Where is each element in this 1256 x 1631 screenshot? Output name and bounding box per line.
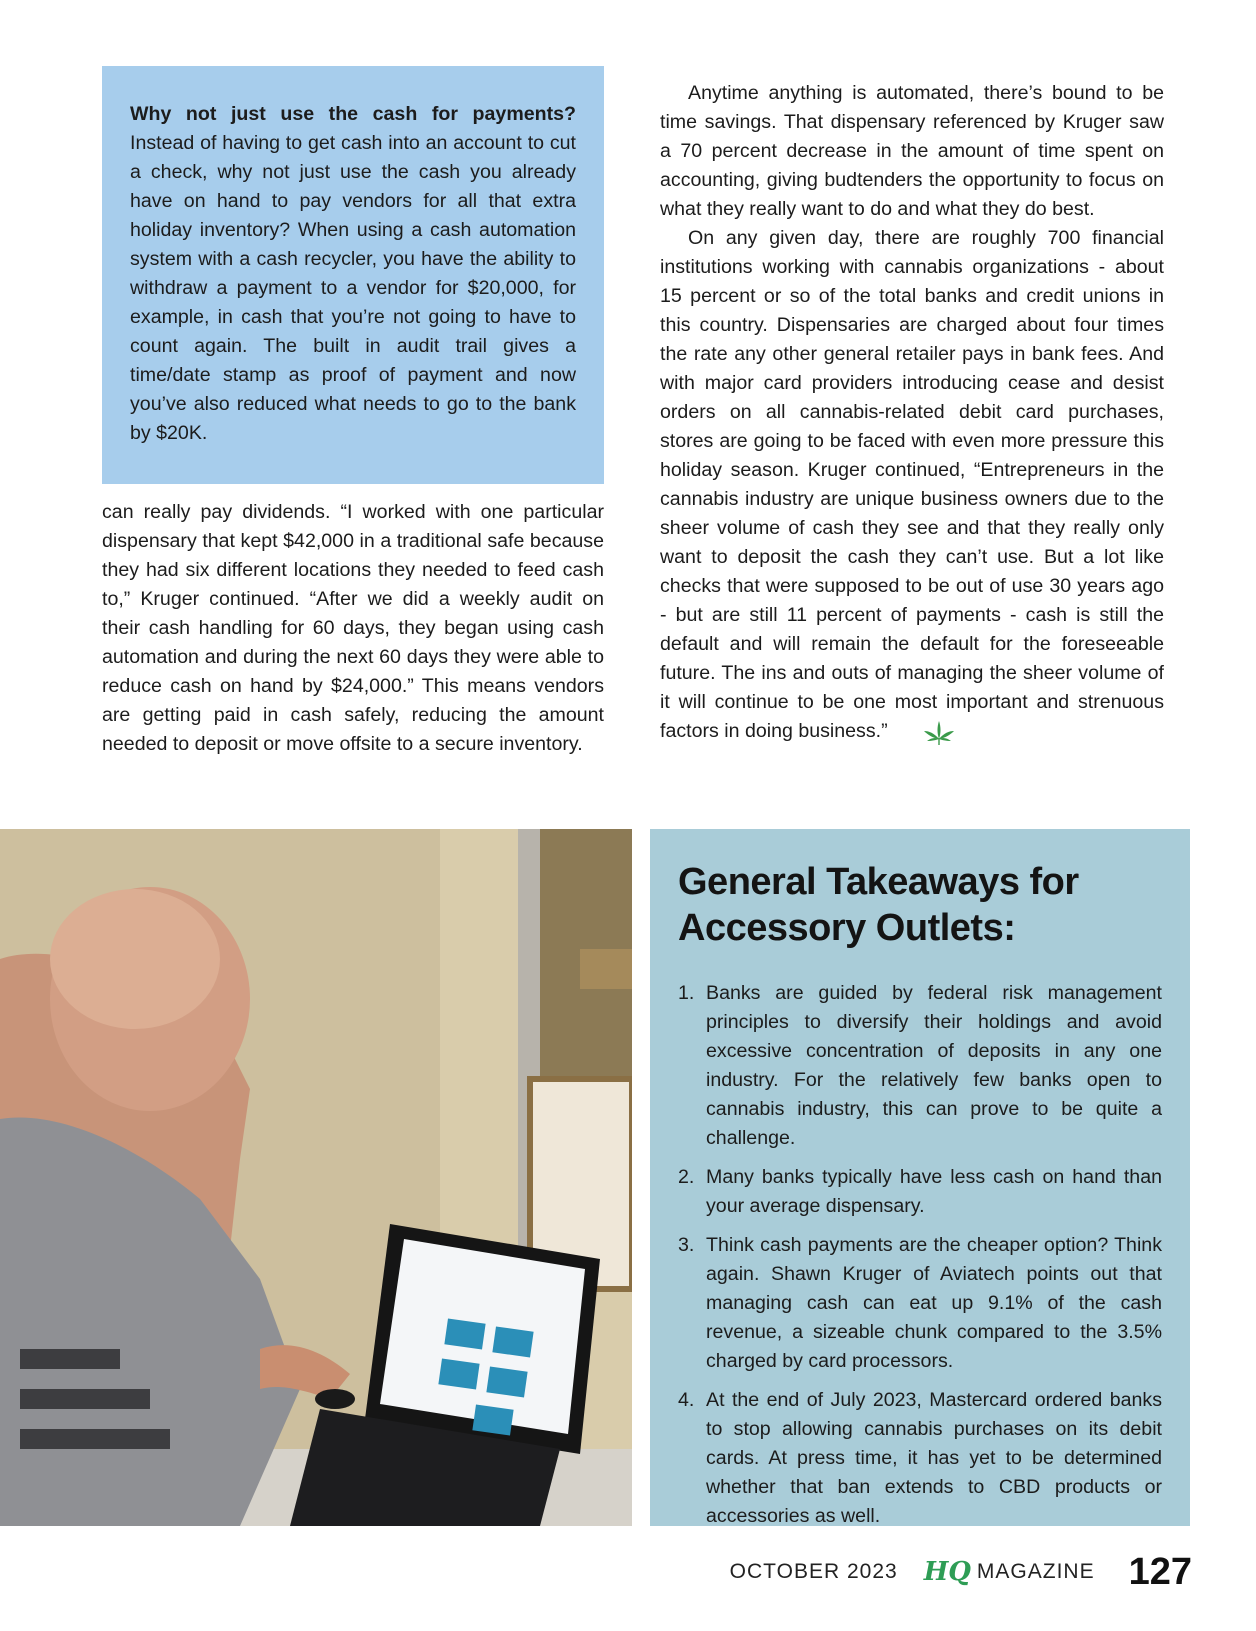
callout-lead: Why not just use the cash for payments? [130,103,576,125]
takeaway-number: 4. [678,1389,695,1411]
hq-logo: HQ [923,1557,971,1587]
takeaway-text: Think cash payments are the cheaper option? Think again. Shawn Kruger of Aviatech points out that managing cash can eat up 9.1% of the cash revenue, a sizeable chunk compared to the 3.5% charged by card processors. [706,1234,1162,1372]
takeaways-list [678,979,1162,1531]
takeaway-item [678,1231,1162,1376]
page-footer [700,1548,1192,1596]
magazine-name: MAGAZINE [976,1560,1095,1583]
takeaway-item [678,979,1162,1153]
takeaways-box [650,829,1190,1526]
takeaway-text: Many banks typically have less cash on hand than your average dispensary. [706,1166,1162,1217]
photo-man-at-terminal [0,829,632,1526]
takeaway-item [678,1163,1162,1221]
callout-body: Instead of having to get cash into an account to cut a check, why not just use the cash you already have on hand to pay vendors for all that extra holiday inventory? When using a cash automation system with a cash recycler, you have the ability to withdraw a payment to a vendor for $20,000, for example, in cash that you’re not going to have to count again. The built in audit trail gives a time/date stamp as proof of payment and now you’ve also reduced what needs to go to the bank by $20K. [130,132,576,444]
takeaway-item [678,1386,1162,1531]
callout-box [102,66,604,484]
takeaways-title: General Takeaways for Accessory Outlets: [678,861,1079,949]
cannabis-leaf-icon [894,719,928,745]
right-column [660,79,1164,746]
takeaway-text: At the end of July 2023, Mastercard ordered banks to stop allowing cannabis purchases on its debit cards. At press time, it has yet to be determined whether that ban extends to CBD products or accessories as well. [706,1389,1162,1527]
page-number: 127 [1128,1550,1192,1593]
callout-text [130,100,576,448]
takeaway-number: 1. [678,982,695,1004]
right-paragraph-2-text: On any given day, there are roughly 700 financial institutions working with cannabis organizations - about 15 percent or so of the total banks and credit unions in this country. Dispensaries are charged about four times the rate any other general retailer pays in bank fees. And with major card providers introducing cease and desist orders on all cannabis-related debit card purchases, stores are going to be faced with even more pressure this holiday season. Kruger continued, “Entrepreneurs in the cannabis industry are unique business owners due to the sheer volume of cash they see and that they really only want to deposit the cash they can’t use. But a lot like checks that were supposed to be out of use 30 years ago - but are still 11 percent of payments - cash is still the default and will remain the default for the foreseeable future. The ins and outs of managing the sheer volume of it will continue to be one most important and strenuous factors in doing business.” [660,227,1164,742]
right-paragraph-2 [660,224,1164,746]
left-column [102,498,604,759]
right-paragraph-1: Anytime anything is automated, there’s bound to be time savings. That dispensary referenced by Kruger saw a 70 percent decrease in the amount of time spent on accounting, giving budtenders the opportunity to focus on what they really want to do and what they do best. [660,82,1164,220]
takeaway-number: 2. [678,1166,695,1188]
takeaway-number: 3. [678,1234,695,1256]
issue-date: OCTOBER 2023 [729,1560,898,1583]
takeaway-text: Banks are guided by federal risk management principles to diversify their holdings and avoid excessive concentration of deposits in any one industry. For the relatively few banks open to cannabis industry, this can prove to be quite a challenge. [706,982,1162,1149]
left-paragraph-1: can really pay dividends. “I worked with one particular dispensary that kept $42,000 in a traditional safe because they had six different locations they needed to feed cash to,” Kruger continued. “After we did a weekly audit on their cash handling for 60 days, they began using cash automation and during the next 60 days they were able to reduce cash on hand by $24,000.” This means vendors are getting paid in cash safely, reducing the amount needed to deposit or move offsite to a secure inventory. [102,501,604,755]
